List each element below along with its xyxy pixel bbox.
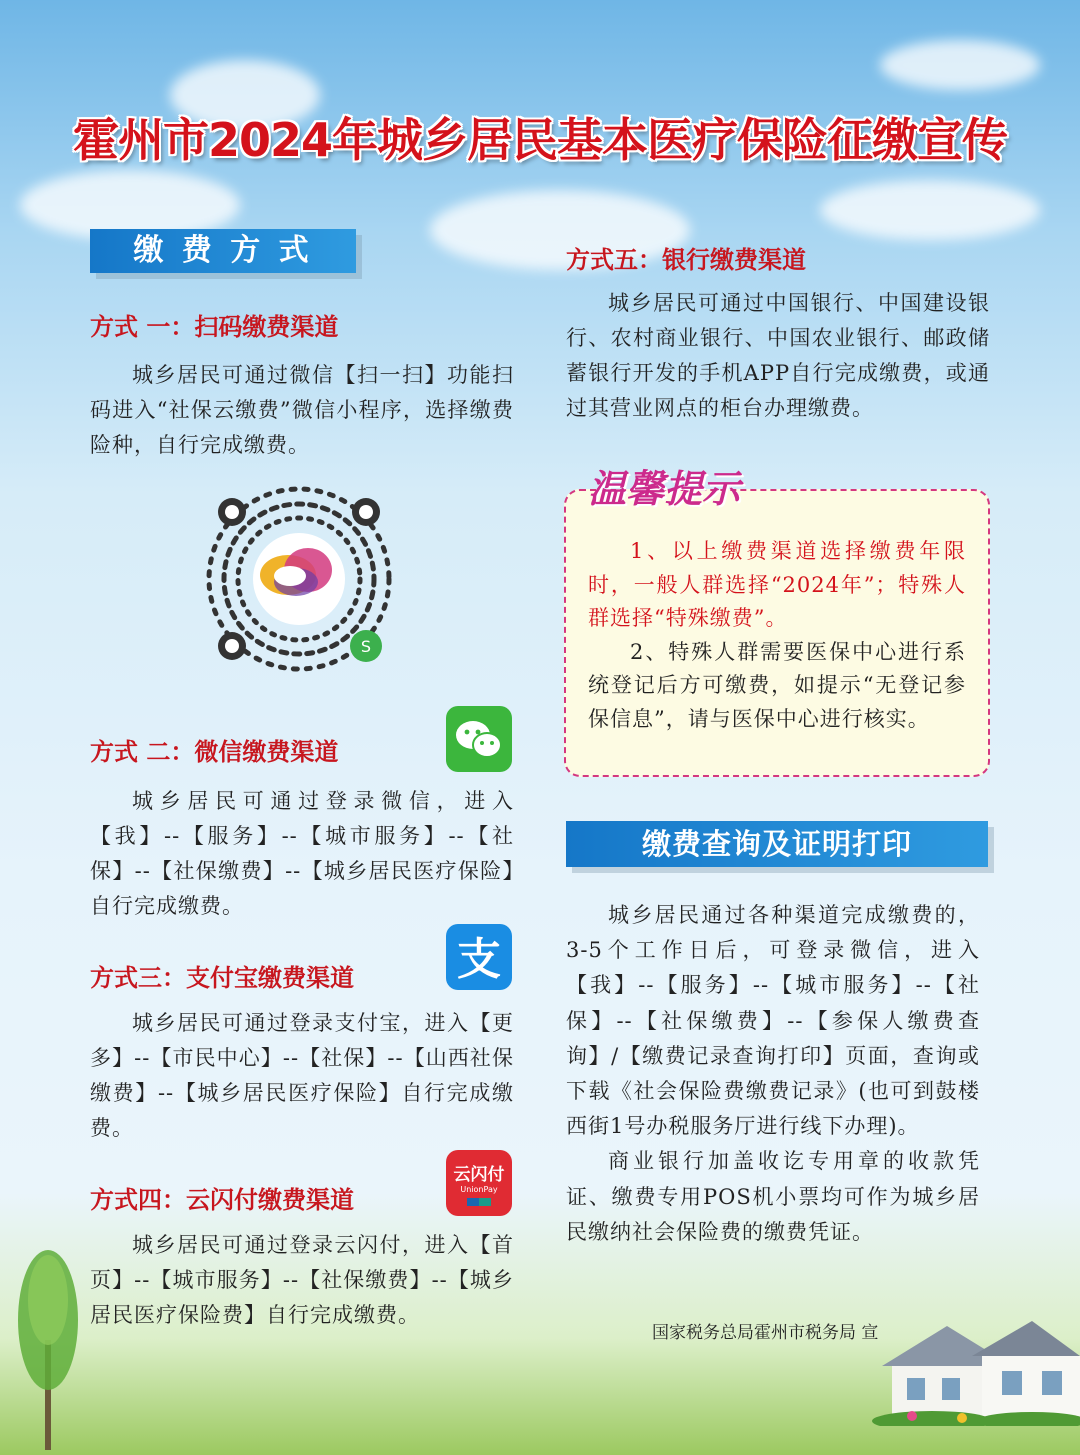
method1-heading: 方式 一：扫码缴费渠道 [90,313,339,341]
wechat-icon [446,706,512,772]
unionpay-icon-text: 云闪付 [453,1165,505,1185]
tree-icon [8,1240,88,1450]
svg-text:支: 支 [457,934,501,985]
unionpay-icon [446,1150,512,1216]
method3-heading: 方式三：支付宝缴费渠道 [90,964,354,992]
tips-text [588,535,966,736]
query-paragraph-1: 城乡居民通过各种渠道完成缴费的，3-5个工作日后，可登录微信，进入【我】--【服务】--【城市服务】--【社保】--【社保缴费】--【参保人缴费查询】/【缴费记录查询打印】页面，查询或下载《社会保险费缴费记录》(也可到鼓楼西街1号办税服务厅进行线下办理)。 [566,903,980,1139]
cloud [820,180,1040,240]
house-icon [872,1316,1080,1426]
method2-heading: 方式 二：微信缴费渠道 [90,738,339,766]
section-payment-label: 缴 费 方 式 [133,233,313,268]
method4-text: 城乡居民可通过登录云闪付，进入【首页】--【城市服务】--【社保缴费】--【城乡居民医疗保险费】自行完成缴费。 [90,1233,514,1327]
tip-2: 2、特殊人群需要医保中心进行系统登记后方可缴费，如提示“无登记参保信息”，请与医保中心进行核实。 [588,639,966,731]
page-title: 霍州市2024年城乡居民基本医疗保险征缴宣传 [72,113,1008,167]
tips-title: 温馨提示 [588,467,741,511]
method5-heading: 方式五：银行缴费渠道 [566,246,806,274]
method4-heading: 方式四：云闪付缴费渠道 [90,1186,354,1214]
section-payment-methods [90,229,356,273]
alipay-icon [446,924,512,990]
unionpay-icon-sub: UnionPay [460,1185,498,1194]
query-text [566,898,980,1250]
signature: 国家税务总局霍州市税务局 宣 [652,1323,879,1343]
cloud [880,40,1040,90]
method5-text: 城乡居民可通过中国银行、中国建设银行、农村商业银行、中国农业银行、邮政储蓄银行开发的手机APP自行完成缴费，或通过其营业网点的柜台办理缴费。 [566,291,990,420]
section-query-label: 缴费查询及证明打印 [641,827,912,861]
svg-text:S: S [360,637,372,656]
tip-1: 1、以上缴费渠道选择缴费年限时，一般人群选择“2024年”；特殊人群选择“特殊缴费”。 [588,539,966,630]
section-query [566,821,988,867]
query-paragraph-2: 商业银行加盖收讫专用章的收款凭证、缴费专用POS机小票均可作为城乡居民缴纳社会保险费的缴费凭证。 [566,1149,980,1244]
method2-text: 城乡居民可通过登录微信，进入【我】--【服务】--【城市服务】--【社保】--【社保缴费】--【城乡居民医疗保险】自行完成缴费。 [90,789,514,918]
method1-text: 城乡居民可通过微信【扫一扫】功能扫码进入“社保云缴费”微信小程序，选择缴费险种，自行完成缴费。 [90,363,514,457]
qr-code-icon [190,470,408,688]
method3-text: 城乡居民可通过登录支付宝，进入【更多】--【市民中心】--【社保】--【山西社保缴费】--【城乡居民医疗保险】自行完成缴费。 [90,1011,514,1140]
